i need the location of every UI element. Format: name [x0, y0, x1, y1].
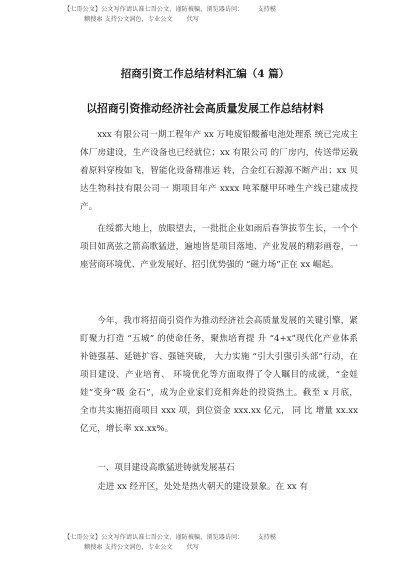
section-heading-1: 一、项目建设高歌猛进铸就发展基石 — [97, 463, 235, 473]
footer-line-1 — [64, 533, 364, 543]
header-service-tail: 代写 — [186, 16, 199, 23]
paragraph-projects: xxx 有限公司一期工程年产 xx 万吨废铅酸蓄电池处理系 统已完成主体厂房建设，生产设备也已经就位；xx 有限公司 的厂房内，传送带运载着原料穿梭如飞，智能化设备精准运 转，合金红石源源不断产出；xx 贝达生物科技有限公司一 期项目年产 xxxx 吨苯醚甲环唑生产线已建成投产。 — [80, 130, 358, 212]
footer-notice-text: 【七哥公文】公文写作请认准七哥公文、谨防被骗，浏览器访问： — [64, 534, 244, 541]
header-line-1 — [64, 5, 364, 15]
header-notice-tail: 支持模 — [257, 6, 276, 13]
document-title: 招商引资工作总结材料汇编（4 篇） — [120, 68, 290, 80]
footer-notice-tail: 支持模 — [257, 534, 276, 541]
header-line-2 — [64, 15, 364, 25]
paragraph-section-1: 走进 xx 经开区，处处是热火朝天的建设景象。在 xx 有 — [97, 482, 308, 492]
footer-service-text: 糊搜索 支持公文润色，专业公文 — [84, 544, 173, 551]
header-notice-text: 【七哥公文】公文写作请认准七哥公文、谨防被骗，浏览器访问： — [64, 6, 244, 13]
footer-service-tail: 代写 — [186, 544, 199, 551]
paragraph-achievements: 今年，我市将招商引资作为推动经济社会高质量发展的关键引擎，紧盯聚力打造 “五城” 的使命任务，聚焦培育提 升 “4+x”现代化产业体系补链强基、延链扩容、强链突破， 大力实施 “引大引强引头部”行动，在项目建设、产业培育、 环境优化等方面取得了令人瞩目的成就，“金娃娃”变身“吸 金石”，成为企业家们竞相奔赴的投资热土。截至 x 月底， 全市共实施招商项目 xxx 项，到位资金 xxx.xx 亿元， 同 比 增量 xx.xx 亿元，增长率 xx.xx%。 — [80, 316, 358, 434]
footer-line-2 — [64, 543, 364, 553]
document-subtitle: 以招商引资推动经济社会高质量发展工作总结材料 — [86, 102, 324, 115]
page-header — [64, 5, 364, 25]
paragraph-overview: 在绥都大地上，放眼望去，一批批企业如雨后春笋拔节生长，一个个项目如离弦之箭高歌猛进，遍地皆是项目落地、产业发展的精彩画卷，一座营商环境优、产业发展好、招引优势强的 “磁力场”正在 xx 崛起。 — [80, 224, 358, 270]
header-service-text: 糊搜索 支持公文润色，专业公文 — [84, 16, 173, 23]
page-footer — [64, 533, 364, 553]
